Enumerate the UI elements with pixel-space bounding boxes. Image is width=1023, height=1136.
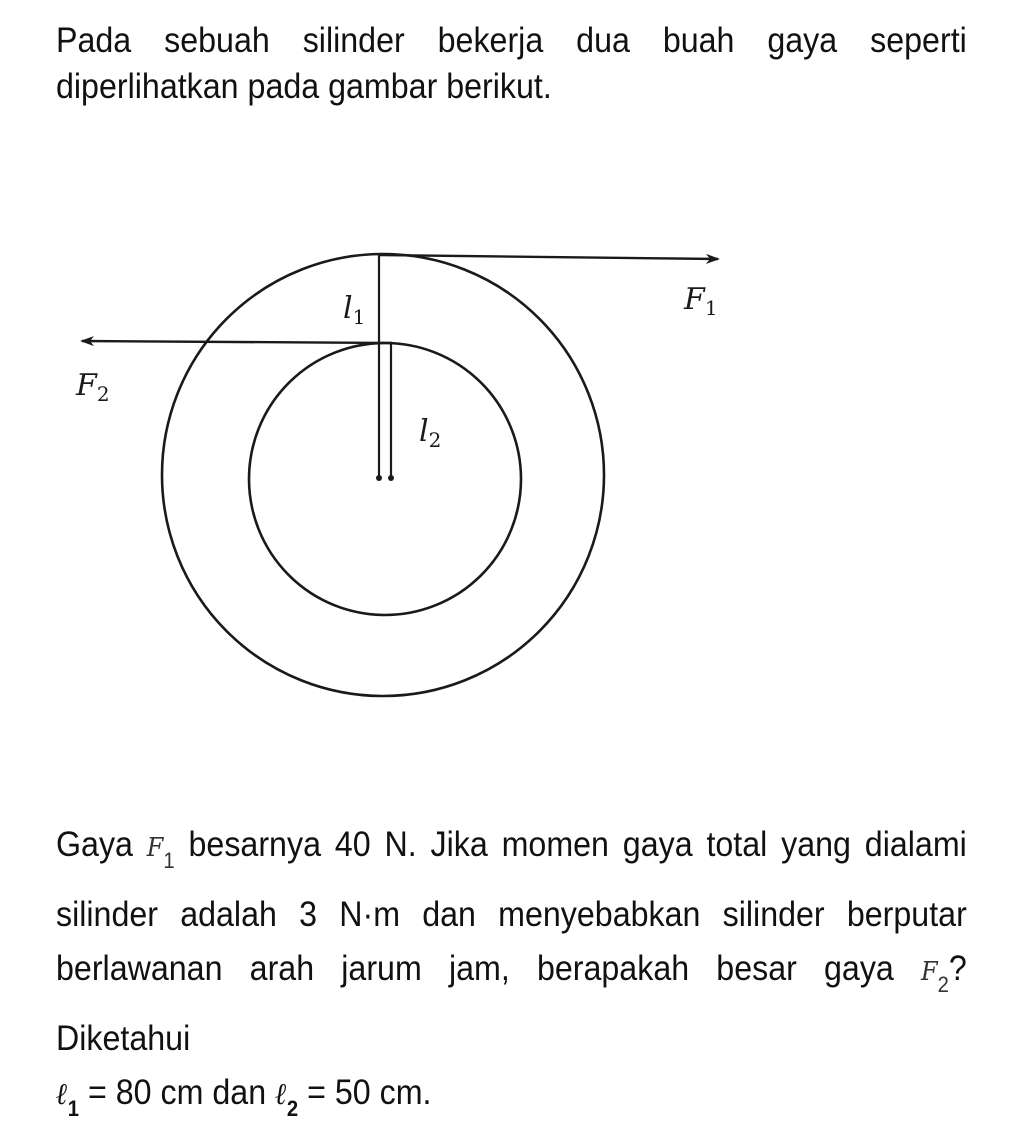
var-l1: ℓ$_1$ [56, 1077, 80, 1121]
question-text-3: ? Diketahui [56, 949, 967, 1058]
intro-line-2: seperti diperlihatkan pada gambar berikut. [56, 21, 967, 106]
outer-cylinder-circle [162, 254, 604, 696]
var-f2: $F_2$ [921, 957, 949, 997]
inner-cylinder-circle [249, 343, 521, 615]
question-text-1: Gaya [56, 825, 147, 864]
label-l2: $l_2$ [419, 414, 442, 452]
question-text-4: = 80 cm dan [79, 1073, 276, 1112]
label-l1: $l_1$ [343, 291, 366, 329]
force-f2-arrow [82, 341, 392, 343]
label-f2: $F_2$ [76, 368, 110, 406]
question-text-2: besarnya 40 N. Jika momen gaya total yang dialami silinder adalah 3 N·m dan menyebabkan silinder berputar berlawanan arah jarum jam, berapakah besar gaya [56, 825, 967, 988]
question-text-5: = 50 cm. [298, 1073, 432, 1112]
var-l2: ℓ$_2$ [275, 1077, 299, 1121]
question-paragraph [56, 818, 967, 1136]
label-f1: $F_1$ [684, 282, 718, 320]
intro-line-1: Pada sebuah silinder bekerja dua buah gaya [56, 21, 838, 60]
var-f1: $F_1$ [146, 833, 175, 873]
